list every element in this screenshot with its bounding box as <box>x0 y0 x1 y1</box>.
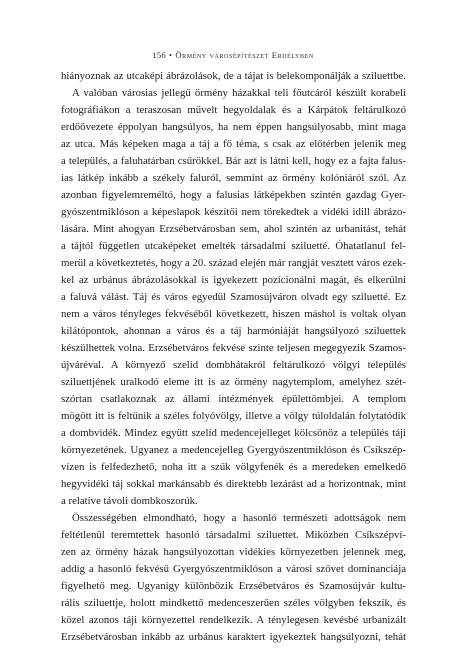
text-line: újváréval. A környező szelíd dombhátakról feltárulkozó völgyi település <box>61 359 406 371</box>
text-line: az utca. Más képeken maga a táj a fő téma, s csak az előtérben jelenik meg <box>61 138 406 150</box>
text-line: környezetének. Ugyanez a medencejelleg Gyergyószentmiklóson és Csíkszép- <box>61 444 406 456</box>
page-number: 156 <box>152 50 167 60</box>
text-line: ias látkép inkább a székely faluról, semmint az örmény kolóniáról szól. Az <box>61 172 406 184</box>
text-line: sziluettjének uralkodó eleme itt is az örmény nagytemplom, amelyhez szét- <box>61 376 406 388</box>
text-line: hegyvidéki táj sokkal markánsabb és direktebb lezárást ad a horizontnak, mint <box>61 478 406 490</box>
header-separator: • <box>169 50 173 60</box>
text-line: kel az urbánus ábrázolásokkal is igyekezett pozícionálni magát, és elkerülni <box>61 274 406 286</box>
text-line: mögött itt is feltűnik a széles folyóvölgy, illetve a völgy túloldalán folytatódik <box>61 410 406 422</box>
text-line: azonban figyelemreméltó, hogy a falusias látképekben szintén gazdag Gyer- <box>61 189 406 201</box>
text-line: lására. Mint ahogyan Erzsébetvárosban sem, ahol szintén az urbanitást, tehát <box>61 223 406 235</box>
text-line: figyelhető meg. Ugyanígy különbözik Erzsébetváros és Szamosújvár kultu- <box>61 580 406 592</box>
text-line: kilátópontok, ahonnan a város és a táj harmóniáját hangsúlyozó sziluettek <box>61 325 406 337</box>
text-line: merül a következtetés, hogy a 20. század elején már rangját vesztett város ezek- <box>61 257 406 269</box>
text-line: vízen is felfedezhető, noha itt a szűk völgyfenék és a meredeken emelkedő <box>61 461 406 473</box>
text-line: készülhettek volna. Erzsébetváros fekvése szinte teljesen megegyezik Szamos- <box>61 342 406 354</box>
text-line: szórtan csatlakoznak az állami intézmények épülettömbjei. A templom <box>61 393 406 405</box>
text-line: feltétlenül teremtettek hasonló társadalmi sziluettet. Miközben Csíkszépví- <box>61 529 406 541</box>
text-line: A valóban városias jellegű örmény házakkal teli főutcáról készült korabeli <box>72 87 406 99</box>
text-line: a faluvá válást. Táj és város egyedül Szamosújváron olvadt egy sziluetté. Ez <box>61 291 406 303</box>
text-line: a település, a faluhatárban csűrökkel. Bár azt is látni kell, hogy ez a fajta falus- <box>61 155 406 167</box>
text-line: a dombvidék. Mindez együtt szelíd medencejelleget kölcsönöz a település táji <box>61 427 406 439</box>
text-line: fotográfiákon a teraszosan művelt hegyoldalak és a Kárpátok feltárulkozó <box>61 104 406 116</box>
text-line: Erzsébetvárosban inkább az urbánus karaktert igyekeztek hangsúlyozni, tehát <box>61 631 406 643</box>
text-line: nem a város tényleges fekvéséből következett, hiszen máshol is voltak olyan <box>61 308 406 320</box>
text-line: erdőövezete éppolyan hangsúlyos, ha nem éppen hangsúlyosabb, mint maga <box>61 121 406 133</box>
text-line: Összességében elmondható, hogy a hasonló természeti adottságok nem <box>72 512 406 524</box>
running-title: Örmény városépítészet Erdélyben <box>175 50 314 60</box>
text-line: addig a hasonló fekvésű Gyergyószentmiklóson a városi szövet dominanciája <box>61 563 406 575</box>
text-line: zen az örmény házak hangsúlyozottan vidékies környezetben jelennek meg, <box>61 546 406 558</box>
text-line: közel azonos táji környezettel rendelkezik. A ténylegesen kevésbé urbanizált <box>61 614 406 626</box>
running-header <box>0 50 466 60</box>
text-line: rális sziluettje, holott mindkettő medenceszerűen széles völgyben fekszik, és <box>61 597 406 609</box>
text-line: a relatíve távoli dombkoszorúk. <box>61 495 198 507</box>
text-line: a tájtól független utcaképeket emelték társadalmi sziluetté. Óhatatlanul fel- <box>61 240 406 252</box>
text-line: gyószentmiklóson a képeslapok készítői nem törekedtek a vidéki idill ábrázo- <box>61 206 406 218</box>
body-text <box>61 68 406 646</box>
text-line: hiányoznak az utcaképi ábrázolások, de a tájat is belekomponálják a sziluettbe. <box>61 70 406 82</box>
